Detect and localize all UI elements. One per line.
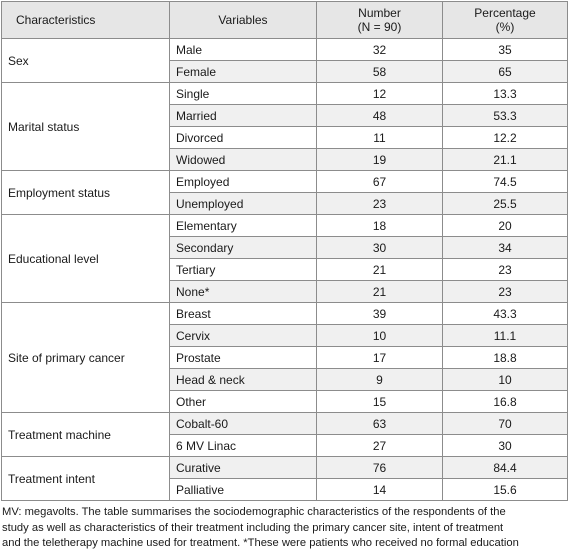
table-body bbox=[2, 39, 568, 501]
footnote-line: and the teletherapy machine used for treatment. *These were patients who received no formal education bbox=[2, 537, 519, 550]
table-row bbox=[2, 215, 568, 237]
table-row bbox=[2, 457, 568, 479]
variable-cell: Prostate bbox=[170, 347, 317, 369]
number-cell: 19 bbox=[317, 149, 443, 171]
percentage-cell: 23 bbox=[443, 259, 568, 281]
variable-cell: Married bbox=[170, 105, 317, 127]
percentage-cell: 21.1 bbox=[443, 149, 568, 171]
percentage-cell: 70 bbox=[443, 413, 568, 435]
characteristic-cell: Sex bbox=[2, 39, 170, 83]
number-cell: 21 bbox=[317, 259, 443, 281]
number-cell: 12 bbox=[317, 83, 443, 105]
variable-cell: Male bbox=[170, 39, 317, 61]
table-header bbox=[2, 2, 568, 39]
percentage-cell: 30 bbox=[443, 435, 568, 457]
number-cell: 18 bbox=[317, 215, 443, 237]
characteristic-cell: Site of primary cancer bbox=[2, 303, 170, 413]
number-cell: 23 bbox=[317, 193, 443, 215]
characteristic-cell: Marital status bbox=[2, 83, 170, 171]
percentage-cell: 10 bbox=[443, 369, 568, 391]
variable-cell: Other bbox=[170, 391, 317, 413]
table-row bbox=[2, 413, 568, 435]
number-cell: 17 bbox=[317, 347, 443, 369]
table-footnote bbox=[2, 505, 566, 552]
header-number bbox=[317, 2, 443, 39]
header-number-line2: (N = 90) bbox=[357, 20, 402, 34]
number-cell: 48 bbox=[317, 105, 443, 127]
variable-cell: Female bbox=[170, 61, 317, 83]
variable-cell: Curative bbox=[170, 457, 317, 479]
number-cell: 63 bbox=[317, 413, 443, 435]
table-row bbox=[2, 171, 568, 193]
number-cell: 32 bbox=[317, 39, 443, 61]
percentage-cell: 18.8 bbox=[443, 347, 568, 369]
characteristic-cell: Treatment machine bbox=[2, 413, 170, 457]
percentage-cell: 35 bbox=[443, 39, 568, 61]
variable-cell: Tertiary bbox=[170, 259, 317, 281]
characteristic-cell: Employment status bbox=[2, 171, 170, 215]
number-cell: 27 bbox=[317, 435, 443, 457]
percentage-cell: 23 bbox=[443, 281, 568, 303]
number-cell: 10 bbox=[317, 325, 443, 347]
variable-cell: Secondary bbox=[170, 237, 317, 259]
percentage-cell: 84.4 bbox=[443, 457, 568, 479]
number-cell: 11 bbox=[317, 127, 443, 149]
variable-cell: Breast bbox=[170, 303, 317, 325]
number-cell: 21 bbox=[317, 281, 443, 303]
number-cell: 30 bbox=[317, 237, 443, 259]
header-percentage-line2: (%) bbox=[495, 20, 515, 34]
percentage-cell: 16.8 bbox=[443, 391, 568, 413]
header-characteristics: Characteristics bbox=[2, 2, 170, 39]
table-row bbox=[2, 39, 568, 61]
percentage-cell: 11.1 bbox=[443, 325, 568, 347]
variable-cell: Single bbox=[170, 83, 317, 105]
variable-cell: Widowed bbox=[170, 149, 317, 171]
header-row bbox=[2, 2, 568, 39]
percentage-cell: 43.3 bbox=[443, 303, 568, 325]
variable-cell: Unemployed bbox=[170, 193, 317, 215]
number-cell: 14 bbox=[317, 479, 443, 501]
characteristics-table bbox=[1, 1, 568, 501]
percentage-cell: 74.5 bbox=[443, 171, 568, 193]
footnote-line: study as well as characteristics of their treatment including the primary cancer site, intent of treatment bbox=[2, 521, 504, 534]
number-cell: 39 bbox=[317, 303, 443, 325]
number-cell: 9 bbox=[317, 369, 443, 391]
number-cell: 15 bbox=[317, 391, 443, 413]
number-cell: 67 bbox=[317, 171, 443, 193]
percentage-cell: 13.3 bbox=[443, 83, 568, 105]
table-row bbox=[2, 83, 568, 105]
variable-cell: Elementary bbox=[170, 215, 317, 237]
header-number-line1: Number bbox=[358, 6, 401, 20]
variable-cell: Employed bbox=[170, 171, 317, 193]
characteristic-cell: Treatment intent bbox=[2, 457, 170, 501]
variable-cell: Cervix bbox=[170, 325, 317, 347]
variable-cell: Cobalt-60 bbox=[170, 413, 317, 435]
variable-cell: Palliative bbox=[170, 479, 317, 501]
percentage-cell: 15.6 bbox=[443, 479, 568, 501]
percentage-cell: 34 bbox=[443, 237, 568, 259]
header-percentage-line1: Percentage bbox=[474, 6, 536, 20]
percentage-cell: 53.3 bbox=[443, 105, 568, 127]
variable-cell: Head & neck bbox=[170, 369, 317, 391]
number-cell: 58 bbox=[317, 61, 443, 83]
percentage-cell: 65 bbox=[443, 61, 568, 83]
variable-cell: Divorced bbox=[170, 127, 317, 149]
percentage-cell: 12.2 bbox=[443, 127, 568, 149]
percentage-cell: 25.5 bbox=[443, 193, 568, 215]
characteristic-cell: Educational level bbox=[2, 215, 170, 303]
footnote-line: MV: megavolts. The table summarises the sociodemographic characteristics of the respondents of the bbox=[2, 506, 506, 518]
header-variables: Variables bbox=[170, 2, 317, 39]
variable-cell: 6 MV Linac bbox=[170, 435, 317, 457]
number-cell: 76 bbox=[317, 457, 443, 479]
variable-cell: None* bbox=[170, 281, 317, 303]
table-row bbox=[2, 303, 568, 325]
percentage-cell: 20 bbox=[443, 215, 568, 237]
header-percentage bbox=[443, 2, 568, 39]
